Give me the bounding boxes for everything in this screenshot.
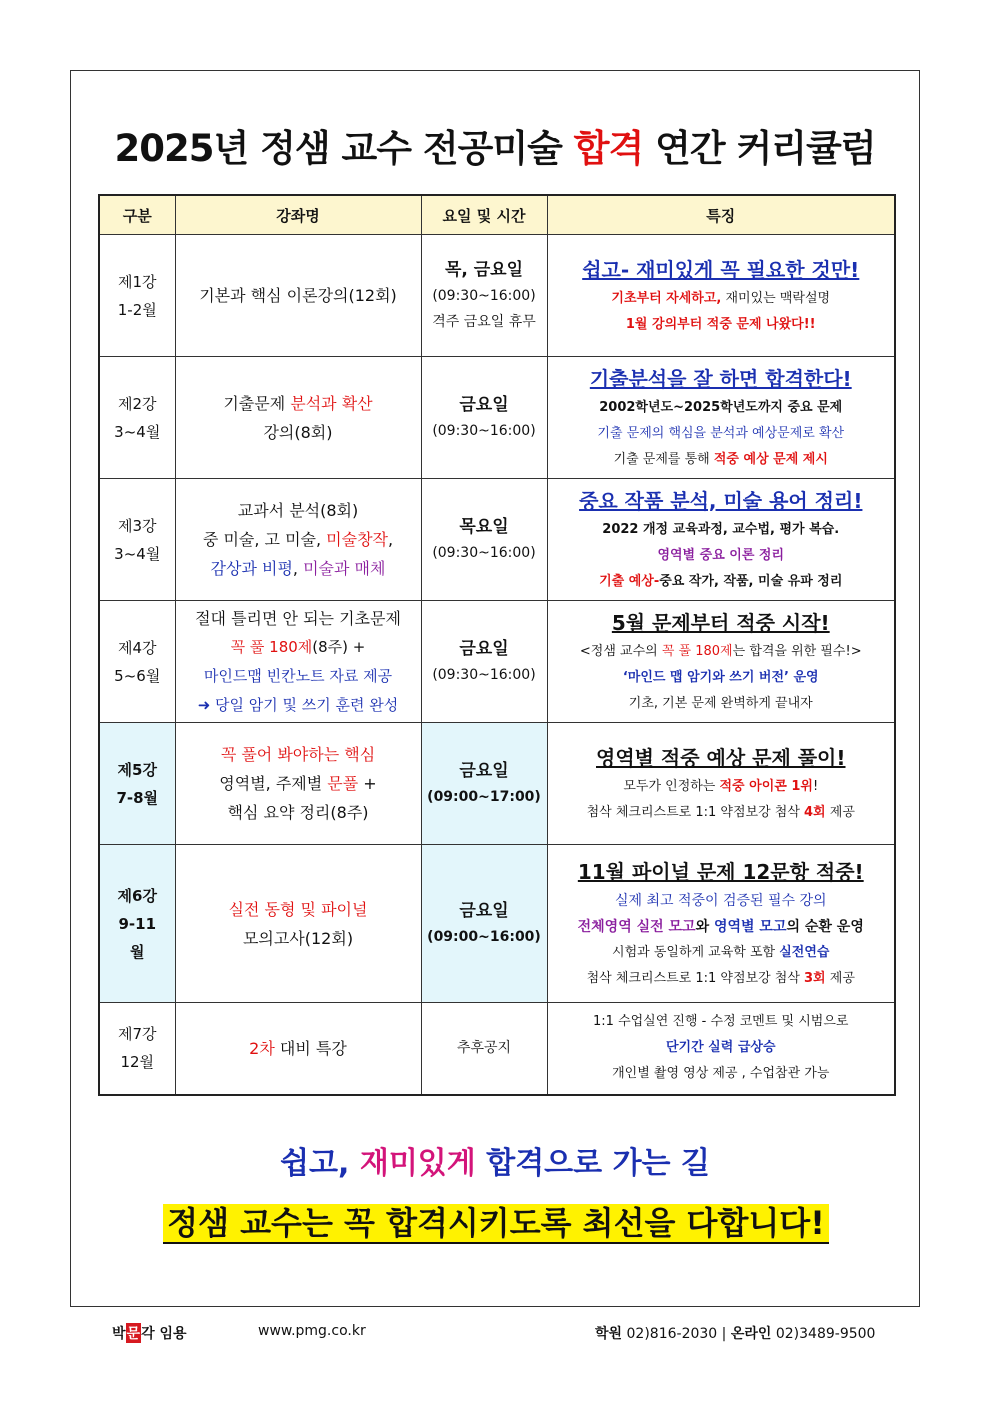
course-cell: 기출문제 분석과 확산 강의(8회) — [175, 357, 421, 479]
schedule-cell: 금요일 (09:00~17:00) — [421, 723, 547, 845]
feature-cell: 기출분석을 잘 하면 합격한다! 2002학년도~2025학년도까지 중요 문제 기출 문제의 핵심을 분석과 예상문제로 확산 기출 문제를 통해 적중 예상 문제 제시 — [547, 357, 895, 479]
feature-cell: 1:1 수업실연 진행 - 수정 코멘트 및 시범으로 단기간 실력 급상승 개인별 촬영 영상 제공 , 수업참관 가능 — [547, 1003, 895, 1095]
feature-cell: 쉽고- 재미있게 꼭 필요한 것만! 기초부터 자세하고, 재미있는 맥락설명 1월 강의부터 적중 문제 나왔다!! — [547, 235, 895, 357]
schedule-cell: 목요일 (09:30~16:00) — [421, 479, 547, 601]
grade-cell: 제6강 9-11 월 — [99, 845, 175, 1003]
schedule-cell: 목, 금요일 (09:30~16:00) 격주 금요일 휴무 — [421, 235, 547, 357]
page-title: 2025년 정샘 교수 전공미술 합격 연간 커리큘럼 — [114, 127, 876, 170]
course-cell: 실전 동형 및 파이널 모의고사(12회) — [175, 845, 421, 1003]
grade-cell: 제7강 12월 — [99, 1003, 175, 1095]
publisher-logo: 박문각 임용 — [112, 1323, 187, 1343]
grade-cell: 제2강 3~4월 — [99, 357, 175, 479]
table-row — [99, 479, 895, 601]
feature-cell: 5월 문제부터 적중 시작! <정샘 교수의 꼭 풀 180제는 합격을 위한 필수!> ‘마인드 맵 암기와 쓰기 버전’ 운영 기초, 기본 문제 완벽하게 끝내자 — [547, 601, 895, 723]
table-header-row — [99, 195, 895, 235]
grade-cell: 제1강 1-2월 — [99, 235, 175, 357]
grade-cell: 제3강 3~4월 — [99, 479, 175, 601]
header-grade: 구분 — [99, 195, 175, 235]
course-cell: 교과서 분석(8회) 중 미술, 고 미술, 미술창작, 감상과 비평, 미술과 매체 — [175, 479, 421, 601]
feature-cell: 영역별 적중 예상 문제 풀이! 모두가 인정하는 적중 아이콘 1위! 첨삭 체크리스트로 1:1 약점보강 첨삭 4회 제공 — [547, 723, 895, 845]
course-cell: 2차 대비 특강 — [175, 1003, 421, 1095]
feature-cell: 중요 작품 분석, 미술 용어 정리! 2022 개정 교육과정, 교수법, 평가 복습. 영역별 중요 이론 정리 기출 예상-중요 작가, 작품, 미술 유파 정리 — [547, 479, 895, 601]
header-course: 강좌명 — [175, 195, 421, 235]
curriculum-table — [98, 194, 896, 1096]
schedule-cell: 금요일 (09:00~16:00) — [421, 845, 547, 1003]
contact-info: 학원 02)816-2030 | 온라인 02)3489-9500 — [595, 1326, 876, 1342]
table-row — [99, 235, 895, 357]
header-features: 특징 — [547, 195, 895, 235]
table-row — [99, 723, 895, 845]
feature-cell: 11월 파이널 문제 12문항 적중! 실제 최고 적중이 검증된 필수 강의 전체영역 실전 모고와 영역별 모고의 순환 운영 시험과 동일하게 교육학 포함 실전연습 첨삭 체크리스트로 1:1 약점보강 첨삭 3회 제공 — [547, 845, 895, 1003]
course-cell: 기본과 핵심 이론강의(12회) — [175, 235, 421, 357]
header-schedule: 요일 및 시간 — [421, 195, 547, 235]
website-link[interactable]: www.pmg.co.kr — [258, 1323, 366, 1339]
slogan-primary: 쉽고, 재미있게 합격으로 가는 길 — [280, 1146, 710, 1181]
grade-cell: 제5강 7-8월 — [99, 723, 175, 845]
schedule-cell: 추후공지 — [421, 1003, 547, 1095]
schedule-cell: 금요일 (09:30~16:00) — [421, 601, 547, 723]
table-row — [99, 357, 895, 479]
slogan-secondary: 정샘 교수는 꼭 합격시키도록 최선을 다합니다! — [0, 1198, 992, 1244]
grade-cell: 제4강 5~6월 — [99, 601, 175, 723]
table-row — [99, 1003, 895, 1095]
schedule-cell: 금요일 (09:30~16:00) — [421, 357, 547, 479]
table-row — [99, 601, 895, 723]
course-cell: 꼭 풀어 봐야하는 핵심 영역별, 주제별 문풀 + 핵심 요약 정리(8주) — [175, 723, 421, 845]
table-row — [99, 845, 895, 1003]
course-cell: 절대 틀리면 안 되는 기초문제 꼭 풀 180제(8주) + 마인드맵 빈칸노트 자료 제공 ➜ 당일 암기 및 쓰기 훈련 완성 — [175, 601, 421, 723]
